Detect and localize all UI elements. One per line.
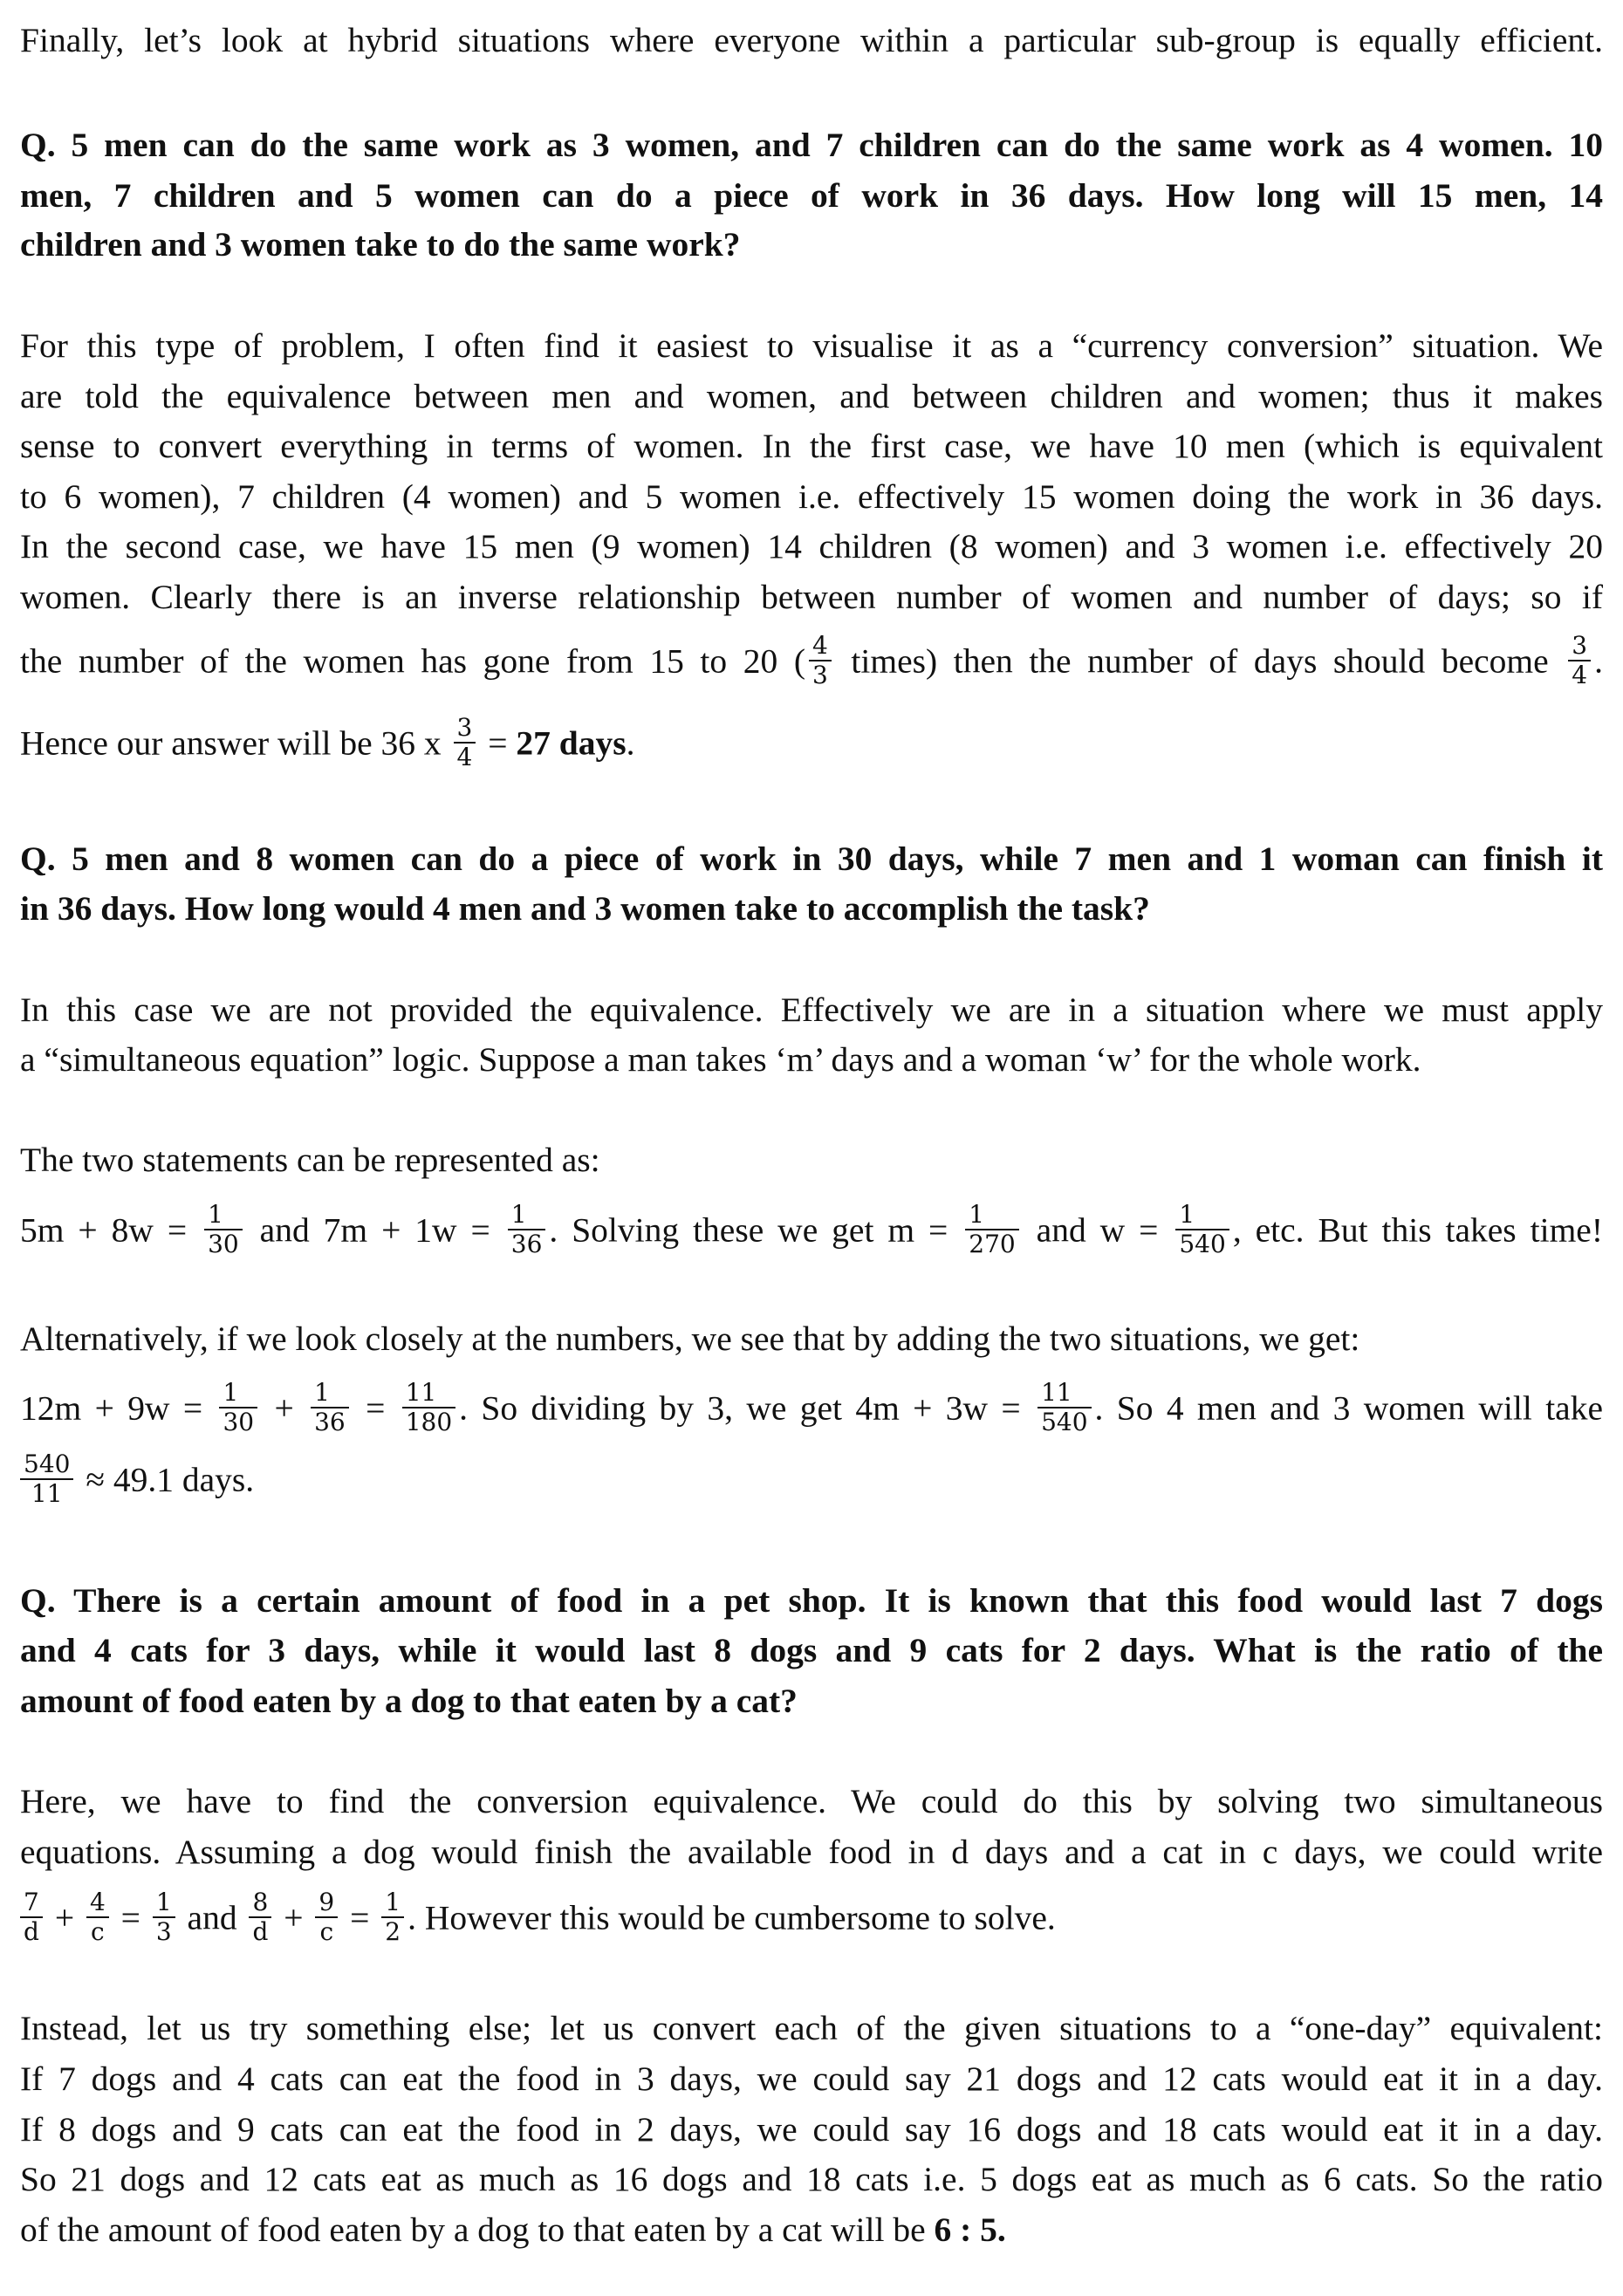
text-run: . Solving these we get m = (549, 1210, 962, 1250)
q1-solution-line: are told the equivalence between men and women, and between children and women; thus it makes (20, 377, 1603, 415)
q3-para-line: Here, we have to find the conversion equivalence. We could do this by solving two simultaneous (20, 1782, 1603, 1820)
fraction-four-thirds: $\frac{4}{3}$ (809, 632, 832, 689)
q1-solution-line: In the second case, we have 15 men (9 women) 14 children (8 women) and 3 women i.e. effectively 20 (20, 527, 1603, 565)
fraction-8-d: $\frac{8}{d}$ (249, 1888, 271, 1946)
q3-para-line: If 7 dogs and 4 cats can eat the food in 3 days, we could say 21 dogs and 12 cats would eat it in a day. (20, 2060, 1603, 2098)
q1-answer-line (20, 713, 1603, 775)
intro-text: Finally, let’s look at hybrid situations where everyone within a particular sub-group is equally efficient. (20, 21, 1603, 59)
q3-para-line: If 8 dogs and 9 cats can eat the food in 2 days, we could say 16 dogs and 18 cats would eat it in a day. (20, 2110, 1603, 2149)
q3-question-line: and 4 cats for 3 days, while it would last 8 dogs and 9 cats for 2 days. What is the ratio of the (20, 1631, 1603, 1669)
fraction-three-fourths: $\frac{3}{4}$ (1568, 632, 1591, 689)
q2-statement-intro: The two statements can be represented as: (20, 1141, 600, 1179)
fraction-1-2: $\frac{1}{2}$ (381, 1888, 404, 1946)
q3-final-line (20, 2209, 1603, 2251)
fraction-1-36: $\frac{1}{36}$ (311, 1379, 349, 1436)
fraction-1-270: $\frac{1}{270}$ (965, 1201, 1018, 1258)
text-run: of the amount of food eaten by a dog to that eaten by a cat will be (20, 2210, 935, 2249)
text-run: times) then the number of days should become (834, 641, 1565, 681)
q3-question-line: amount of food eaten by a dog to that eaten by a cat? (20, 1682, 798, 1720)
text-run: , etc. But this takes time! (1232, 1210, 1603, 1250)
q2-sum-equation-line (20, 1378, 1603, 1440)
text-run: + (45, 1898, 83, 1937)
text-run: . (1594, 641, 1603, 681)
q1-solution-line: women. Clearly there is an inverse relationship between number of women and number of days; so if (20, 578, 1603, 616)
q2-question-line: in 36 days. How long would 4 men and 3 women take to accomplish the task? (20, 889, 1150, 928)
text-run: + (275, 1898, 312, 1937)
text-run: Hence our answer will be 36 x (20, 723, 450, 763)
q2-question-line: Q. 5 men and 8 women can do a piece of work in 30 days, while 7 men and 1 woman can finish it (20, 840, 1603, 878)
fraction-1-3: $\frac{1}{3}$ (153, 1888, 175, 1946)
q3-para-line: Instead, let us try something else; let us convert each of the given situations to a “one-day” equivalent: (20, 2009, 1603, 2047)
fraction-11-540: $\frac{11}{540}$ (1037, 1379, 1091, 1436)
fraction-three-fourths: $\frac{3}{4}$ (454, 714, 476, 771)
fraction-4-c: $\frac{4}{c}$ (86, 1888, 109, 1946)
q3-equation-line (20, 1888, 1603, 1950)
q1-solution-line: For this type of problem, I often find it easiest to visualise it as a “currency conversion” situation. We (20, 326, 1603, 365)
text-run: 12m + 9w = (20, 1388, 216, 1428)
q1-solution-line: to 6 women), 7 children (4 women) and 5 women i.e. effectively 15 women doing the work in 36 days. (20, 477, 1603, 516)
fraction-1-540: $\frac{1}{540}$ (1175, 1201, 1229, 1258)
q1-question-line: children and 3 women take to do the same work? (20, 225, 741, 264)
text-run: . So 4 men and 3 women will take (1094, 1388, 1603, 1428)
fraction-1-30: $\frac{1}{30}$ (219, 1379, 257, 1436)
text-run: = (341, 1898, 379, 1937)
text-run: and (178, 1898, 246, 1937)
fraction-7-d: $\frac{7}{d}$ (20, 1888, 43, 1946)
q2-para-line: a “simultaneous equation” logic. Suppose a man takes ‘m’ days and a woman ‘w’ for the whole work. (20, 1040, 1421, 1079)
answer-value: 27 days (516, 723, 627, 763)
q3-para-line: So 21 dogs and 12 cats eat as much as 16 dogs and 18 cats i.e. 5 dogs eat as much as 6 cats. So the ratio (20, 2160, 1603, 2198)
text-run: and 7m + 1w = (245, 1210, 504, 1250)
text-run: . However this would be cumbersome to solve. (407, 1898, 1056, 1937)
q2-equation-line (20, 1200, 1603, 1262)
text-run: ≈ 49.1 days. (77, 1460, 255, 1499)
q1-ratio-line (20, 631, 1603, 693)
fraction-1-30: $\frac{1}{30}$ (204, 1201, 243, 1258)
text-run: and w = (1022, 1210, 1173, 1250)
text-run: 5m + 8w = (20, 1210, 202, 1250)
text-run: . (626, 723, 635, 763)
text-run: the number of the women has gone from 15 to 20 ( (20, 641, 805, 681)
fraction-11-180: $\frac{11}{180}$ (402, 1379, 455, 1436)
text-run: = (112, 1898, 149, 1937)
q1-question-line: Q. 5 men can do the same work as 3 women, and 7 children can do the same work as 4 women. 10 (20, 126, 1603, 164)
fraction-540-11: $\frac{540}{11}$ (20, 1450, 73, 1508)
q1-solution-line: sense to convert everything in terms of women. In the first case, we have 10 men (which is equivalent (20, 427, 1603, 465)
q2-para-line: In this case we are not provided the equivalence. Effectively we are in a situation where we must apply (20, 990, 1603, 1029)
text-run: = (352, 1388, 399, 1428)
q3-para-line: equations. Assuming a dog would finish the available food in d days and a cat in c days, we could write (20, 1833, 1603, 1871)
q1-question-line: men, 7 children and 5 women can do a piece of work in 36 days. How long will 15 men, 14 (20, 176, 1603, 215)
fraction-9-c: $\frac{9}{c}$ (315, 1888, 338, 1946)
text-run: + (261, 1388, 308, 1428)
q3-question-line: Q. There is a certain amount of food in a pet shop. It is known that this food would last 7 dogs (20, 1581, 1603, 1620)
final-ratio: 6 : 5. (934, 2210, 1006, 2249)
fraction-1-36: $\frac{1}{36}$ (508, 1201, 546, 1258)
text-run: = (479, 723, 517, 763)
q2-result-line (20, 1450, 1603, 1511)
q2-alternative-line: Alternatively, if we look closely at the numbers, we see that by adding the two situations, we get: (20, 1319, 1360, 1358)
text-run: . So dividing by 3, we get 4m + 3w = (459, 1388, 1035, 1428)
